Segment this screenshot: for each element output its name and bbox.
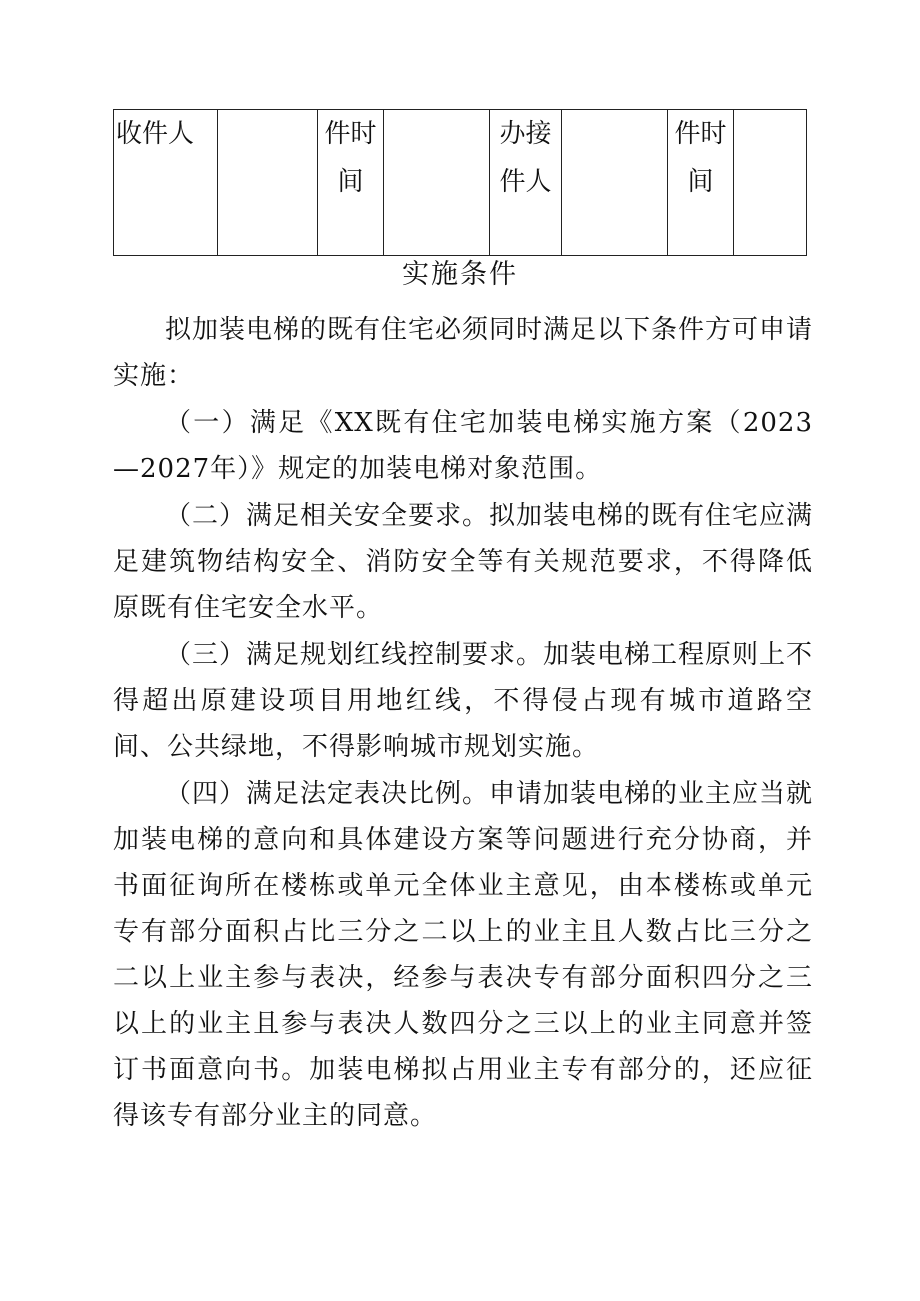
handling-time-label-cell (668, 110, 734, 256)
receipt-table (113, 109, 807, 256)
handler-value-cell[interactable] (562, 110, 668, 256)
handling-time-value-cell[interactable] (734, 110, 807, 256)
receipt-time-value-cell[interactable] (384, 110, 490, 256)
condition-1-paragraph: （一）满足《XX既有住宅加装电梯实施方案（2023—2027年）》规定的加装电梯对象范围。 (113, 408, 813, 484)
condition-3-paragraph: （三）满足规划红线控制要求。加装电梯工程原则上不得超出原建设项目用地红线，不得侵占现有城市道路空间、公共绿地，不得影响城市规划实施。 (113, 640, 814, 762)
handler-label: 办接件人 (499, 119, 552, 197)
body-text (113, 307, 813, 1139)
recipient-label-cell (114, 110, 218, 256)
condition-2-paragraph: （二）满足相关安全要求。拟加装电梯的既有住宅应满足建筑物结构安全、消防安全等有关规范要求，不得降低原既有住宅安全水平。 (113, 501, 814, 623)
condition-4-paragraph: （四）满足法定表决比例。申请加装电梯的业主应当就加装电梯的意向和具体建设方案等问题进行充分协商，并书面征询所在楼栋或单元全体业主意见，由本楼栋或单元专有部分面积占比三分之二以上的业主且人数占比三分之二以上业主参与表决，经参与表决专有部分面积四分之三以上的业主且参与表决人数四分之三以上的业主同意并签订书面意向书。加装电梯拟占用业主专有部分的，还应征得该专有部分业主的同意。 (113, 779, 814, 1131)
receipt-time-label-cell (318, 110, 384, 256)
recipient-value-cell[interactable] (218, 110, 318, 256)
recipient-label: 收件人 (116, 119, 195, 149)
intro-paragraph: 拟加装电梯的既有住宅必须同时满足以下条件方可申请实施： (113, 315, 814, 391)
handling-time-label: 件时间 (674, 119, 727, 197)
handler-label-cell (490, 110, 562, 256)
receipt-time-label: 件时间 (324, 119, 377, 197)
section-title: 实施条件 (402, 259, 518, 290)
